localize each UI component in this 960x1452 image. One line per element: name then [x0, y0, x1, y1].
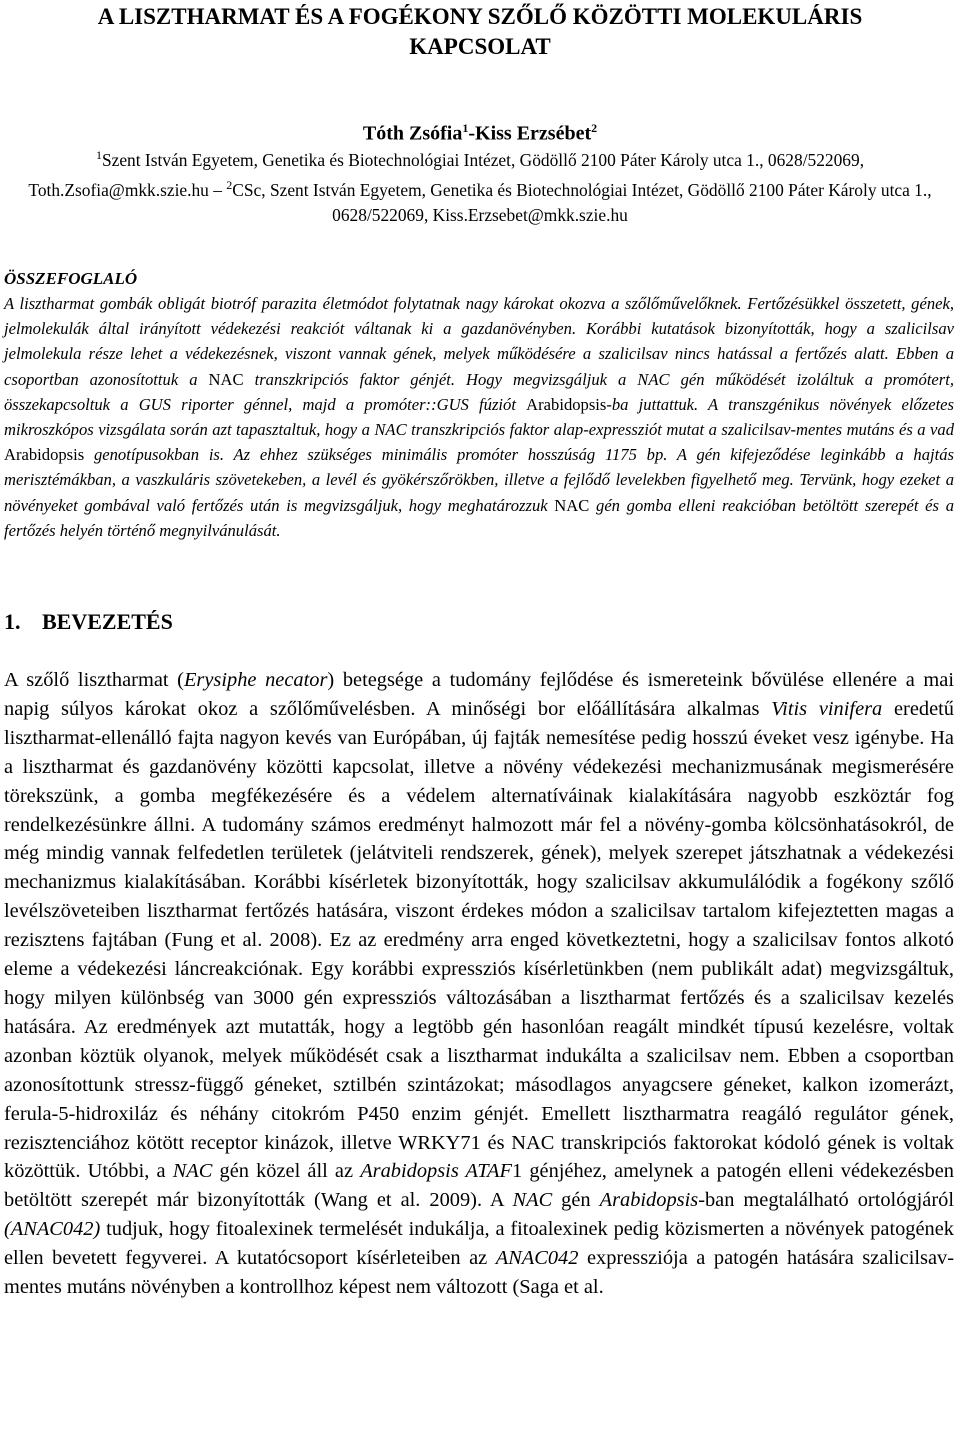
author-2: Kiss Erzsébet — [475, 122, 592, 145]
abstract-arabidopsis-2: Arabidopsis — [4, 445, 85, 465]
affiliations — [4, 143, 956, 228]
section-number: 1. — [4, 609, 21, 634]
abstract-nac-1: NAC — [208, 369, 244, 389]
body-italic-3: NAC — [172, 1160, 213, 1183]
body-italic-2: Vitis vinifera — [771, 697, 883, 720]
author-2-affil-marker: 2 — [591, 121, 598, 135]
author-1-affil-marker: 1 — [462, 121, 469, 135]
section-heading — [4, 607, 173, 637]
body-italic-6: Arabidopsis — [599, 1189, 699, 1212]
body-run-8: tudjuk, hogy fitoalexinek termelését indukálja, a fitoalexinek pedig közismerten a növények patogének ellen bevetett fegyverei. A kutatócsoport kísérleteiben az — [4, 1218, 954, 1270]
abstract-nac-2: NAC — [554, 495, 590, 515]
author-1: Tóth Zsófia — [362, 122, 463, 145]
section-title: BEVEZETÉS — [42, 609, 173, 634]
abstract-part-4: genotípusokban is. Az ehhez szükséges minimális promóter hosszúság 1175 bp. A gén kifejeződése leginkább a hajtás merisztémákban, a vaszkuláris szövetekeben, a levél és gyökérszőrökben, illetve a fejlődő levelekben figyelhető meg. Tervünk, hogy ezeket a növényeket gombával való fertőzés után is megvizsgáljuk, hogy meghatározzuk — [4, 445, 954, 515]
paper-title: A LISZTHARMAT ÉS A FOGÉKONY SZŐLŐ KÖZÖTTI MOLEKULÁRIS KAPCSOLAT — [97, 4, 863, 59]
body-run-4: gén közel áll az — [212, 1160, 361, 1183]
body-paragraph — [4, 666, 954, 1302]
body-run-6: gén — [552, 1189, 600, 1212]
body-run-9: expresszióја a patogén hatására szalicilsav-mentes mutáns növényben a kontrollhoz képest nem változott (Saga et al. — [4, 1247, 954, 1299]
abstract-part-3: -ba juttattuk. A transzgénikus növények előzetes mikroszkópos vizsgálata során azt tapasztaltuk, hogy a NAC transzkripciós faktor alap-expressziót mutat a szalicilsav-mentes mutáns és a vad — [4, 394, 954, 440]
body-italic-8: ANAC042 — [495, 1247, 579, 1270]
abstract-part-1: A lisztharmat gombák obligát biotróf parazita életmódot folytatnak nagy károkat okozva a szőlőművelőknek. Fertőzésükkel összetett, gének, jelmolekulák által irányított védekezési reakciót váltanak ki a gazdanövényben. Korábbi kutatások bizonyították, hogy a szalicilsav jelmolekula része lehet a védekezésnek, viszont vannak gének, melyek működésére a szalicilsav nincs hatással a fertőzés alatt. Ebben a csoportban azonosítottuk a — [4, 294, 954, 389]
author-separator: - — [468, 122, 476, 145]
author-line — [0, 116, 960, 146]
abstract-arabidopsis-1: Arabidopsis — [526, 394, 607, 414]
body-italic-7: (ANAC042) — [4, 1218, 101, 1241]
body-italic-4: Arabidopsis ATAF — [360, 1160, 512, 1183]
affiliation-1: Szent István Egyetem, Genetika és Biotechnológiai Intézet, Gödöllő 2100 Páter Károly utca 1., 0628/522069, Toth.Zsofia@mkk.szie.hu — [28, 149, 865, 200]
affiliation-2: CSc, Szent István Egyetem, Genetika és Biotechnológiai Intézet, Gödöllő 2100 Páter Károly utca 1., 0628/522069, Kiss.Erzsebet@mkk.szie.hu — [232, 179, 932, 225]
body-run-2: ) betegsége a tudomány fejlődése és ismereteink bővülése ellenére a mai napig súlyos károkat okoz a szőlőművelésben. A minőségi bor előállítására alkalmas — [4, 669, 954, 720]
body-run-1: A szőlő lisztharmat ( — [4, 669, 184, 691]
abstract-part-2: transzkripciós faktor génjét. Hogy megvizsgáljuk a NAC gén működését izoláltuk a promótert, összekapcsoltuk a GUS riporter génnel, majd a promóter::GUS fúziót — [4, 369, 955, 414]
abstract-text — [4, 291, 954, 543]
abstract-part-5: gén gomba elleni reakcióban betöltött szerepét és a fertőzés helyén történő megnyilvánulását. — [4, 495, 954, 540]
body-run-7: -ban megtalálható ortológjáról — [698, 1189, 954, 1212]
affil-dash: – — [208, 179, 227, 200]
affil-1-marker: 1 — [95, 148, 102, 162]
body-run-3: eredetű lisztharmat-ellenálló fajta nagyon kevés van Európában, új fajták nemesítése pedig hosszú éveket vesz igénybe. Ha a lisztharmat és gazdanövény közötti kapcsolat, illetve a növény védekezési mechanizmusának megismerésére törekszünk, a gomba megfékezésére és a védelem alternatíváinak kialakítására nagyobb eszköztár fog rendelkezésünkre állni. A tudomány számos eredményt halmozott már fel a növény-gomba kölcsönhatásokról, de még mindig vannak felfedetlen területek (jelátviteli rendszerek, gének), melyek szerepet játszhatnak a védekezési mechanizmus kialakításában. Korábbi kísérletek bizonyították, hogy szalicilsav akkumulálódik a fogékony szőlő levélszöveteiben lisztharmat fertőzés hatására, viszont érdekes módon a szalicilsav tartalom kifejeztetten magas a rezisztens fajtában (Fung et al. 2008). Ez az eredmény arra enged következtetni, hogy a szalicilsav fontos alkotó eleme a védekezési láncreakciónak. Egy korábbi expressziós kísérletünkben (nem publikált adat) megvizsgáltuk, hogy milyen különbség van 3000 gén expressziós változásában a lisztharmat fertőzés és a szalicilsav kezelés hatására. Az eredmények azt mutatták, hogy a legtöbb gén hasonlóan reagált mindkét típusú kezelésre, voltak azonban köztük olyanok, melyek működését csak a lisztharmat indukálta a szalicilsav nem. Ebben a csoportban azonosítottunk stressz-függő géneket, sztilbén szintázokat; másodlagos anyagcsere géneket, kalkon izomerázt, ferula-5-hidroxiláz és néhány citokróm P450 enzim génjét. Emellett lisztharmatra reagáló regulátor gének, rezisztenciához kötött receptor kinázok, illetve WRKY71 és NAC transkripciós faktorokat kódoló gének is voltak közöttük. Utóbbi, a — [4, 697, 954, 1183]
affil-2-marker: 2 — [226, 177, 233, 192]
body-italic-5: NAC — [512, 1189, 553, 1212]
body-run-5: 1 génjéhez, amelynek a patogén elleni védekezésben betöltött szerepét már bizonyították (Wang et al. 2009). A — [4, 1160, 954, 1212]
body-italic-1: Erysiphe necator — [183, 669, 328, 691]
abstract-heading: ÖSSZEFOGLALÓ — [4, 269, 138, 288]
